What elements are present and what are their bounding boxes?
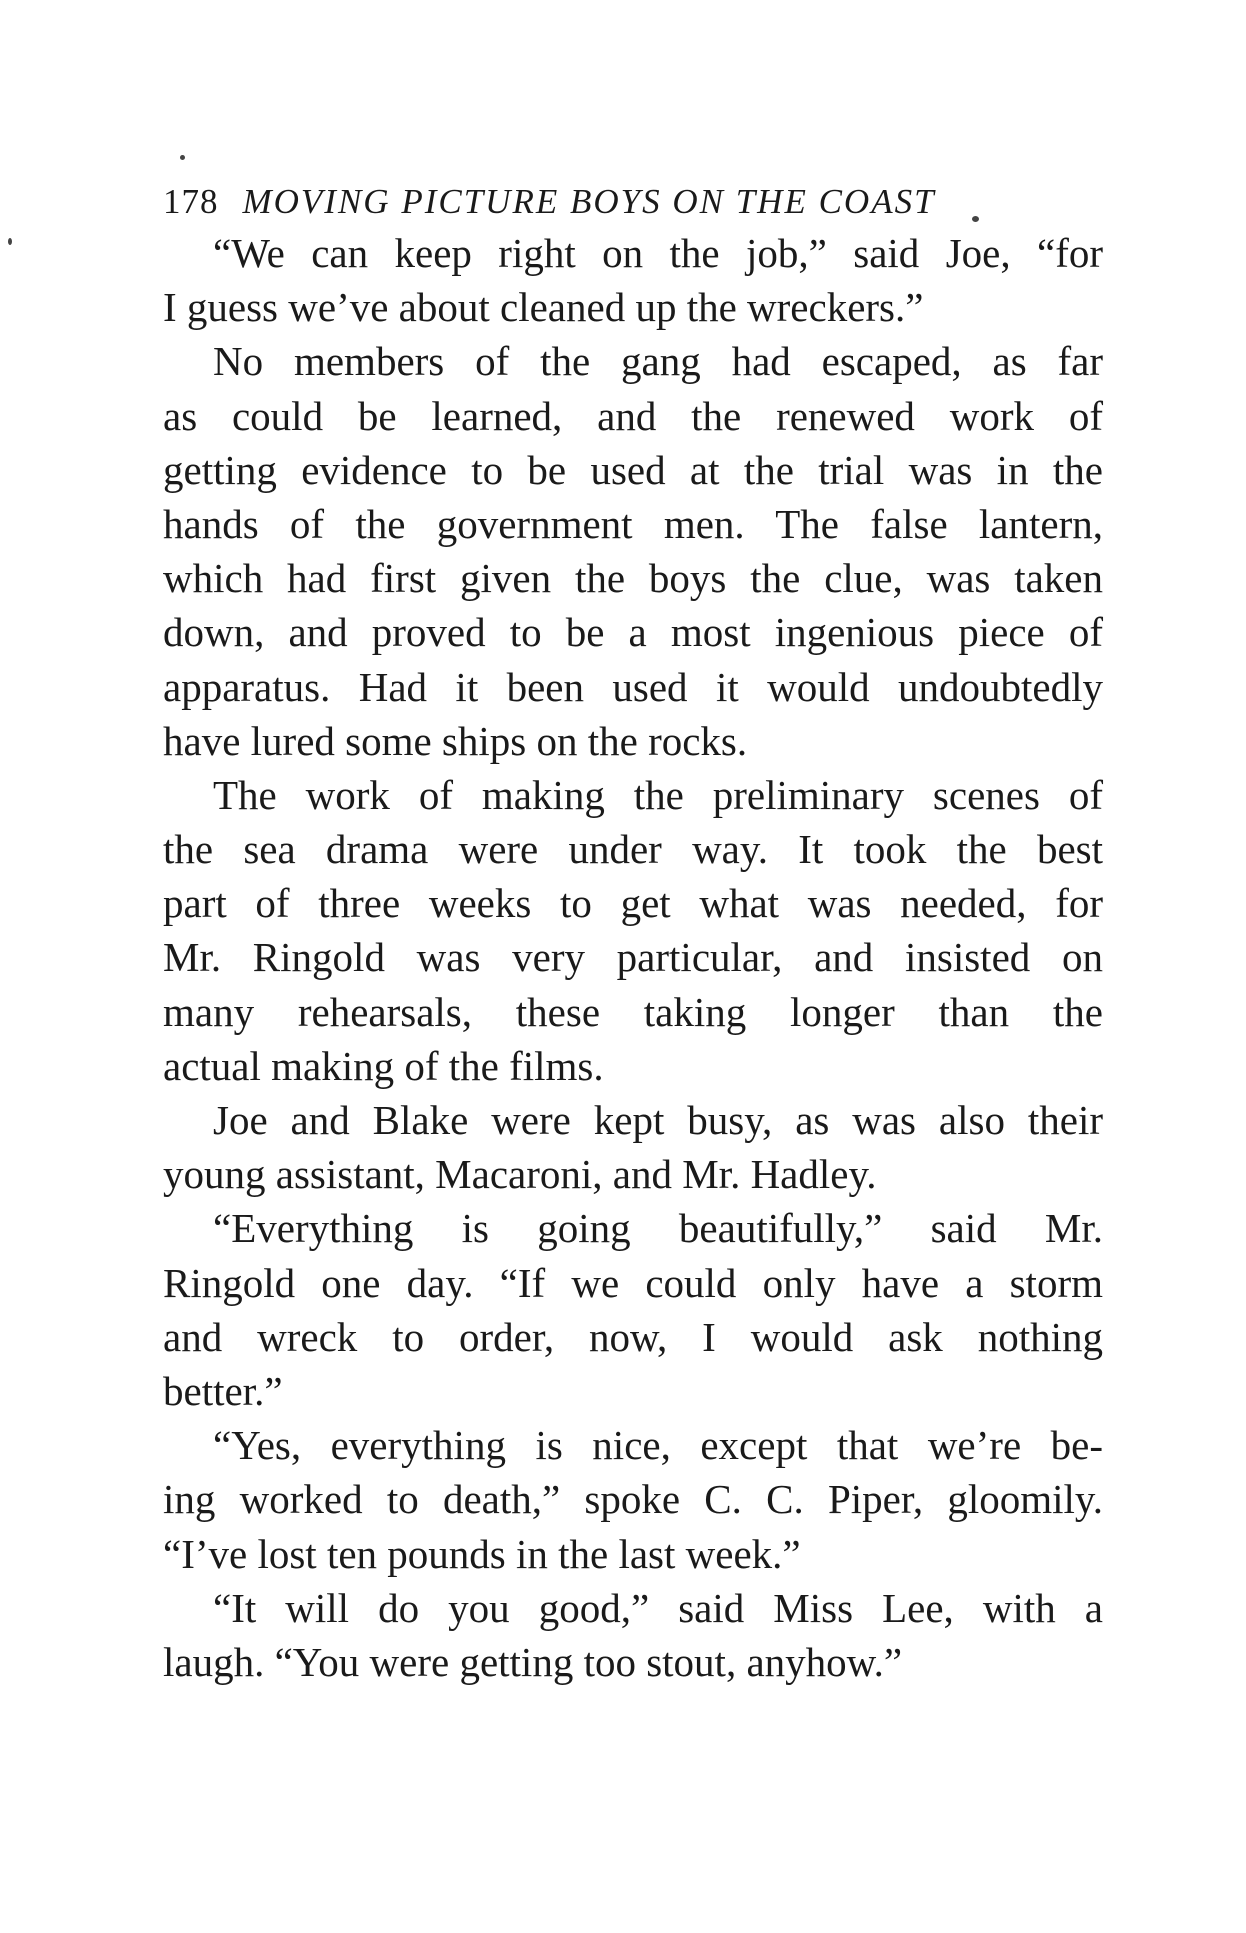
text-line: apparatus. Had it been used it would undoubtedly bbox=[163, 663, 1103, 710]
text-line: laugh. “You were getting too stout, anyhow.” bbox=[163, 1638, 903, 1685]
text-line: better.” bbox=[163, 1367, 283, 1414]
text-line: “Everything is going beautifully,” said Mr. bbox=[213, 1205, 1103, 1252]
text-line: “It will do you good,” said Miss Lee, with a bbox=[213, 1584, 1103, 1631]
paragraph bbox=[163, 1093, 1103, 1201]
text-line: The work of making the preliminary scenes of bbox=[213, 771, 1103, 818]
text-line: the sea drama were under way. It took the best bbox=[163, 826, 1103, 873]
text-line: “We can keep right on the job,” said Joe, “for bbox=[213, 230, 1103, 276]
paragraph bbox=[163, 768, 1103, 1093]
text-line: part of three weeks to get what was needed, for bbox=[163, 880, 1103, 927]
paragraph bbox=[163, 1201, 1103, 1418]
page-number: 178 bbox=[163, 182, 219, 221]
text-line: “Yes, everything is nice, except that we’re be- bbox=[213, 1422, 1103, 1469]
text-line: down, and proved to be a most ingenious piece of bbox=[163, 609, 1103, 656]
text-line: as could be learned, and the renewed work of bbox=[163, 392, 1103, 439]
text-line: No members of the gang had escaped, as far bbox=[213, 338, 1103, 385]
text-line: getting evidence to be used at the trial was in the bbox=[163, 446, 1103, 493]
text-line: young assistant, Macaroni, and Mr. Hadley. bbox=[163, 1151, 877, 1198]
text-line: I guess we’ve about cleaned up the wreckers.” bbox=[163, 284, 924, 331]
text-line: actual making of the films. bbox=[163, 1042, 604, 1089]
paragraph bbox=[163, 226, 1103, 334]
paragraph bbox=[163, 334, 1103, 768]
page-header bbox=[163, 180, 1083, 224]
text-line: Mr. Ringold was very particular, and insisted on bbox=[163, 934, 1103, 981]
body-text bbox=[163, 226, 1103, 1689]
paragraph bbox=[163, 1581, 1103, 1689]
ink-speck bbox=[8, 238, 12, 245]
paragraph bbox=[163, 1418, 1103, 1581]
text-line: have lured some ships on the rocks. bbox=[163, 717, 748, 764]
text-line: hands of the government men. The false lantern, bbox=[163, 500, 1103, 547]
text-line: Ringold one day. “If we could only have a storm bbox=[163, 1259, 1103, 1306]
text-line: “I’ve lost ten pounds in the last week.” bbox=[163, 1530, 801, 1577]
text-line: and wreck to order, now, I would ask nothing bbox=[163, 1313, 1103, 1360]
ink-speck bbox=[180, 155, 185, 160]
text-line: Joe and Blake were kept busy, as was also their bbox=[213, 1097, 1103, 1143]
text-line: ing worked to death,” spoke C. C. Piper, gloomily. bbox=[163, 1476, 1103, 1523]
running-title: MOVING PICTURE BOYS ON THE COAST bbox=[242, 182, 936, 221]
text-line: many rehearsals, these taking longer than the bbox=[163, 988, 1103, 1035]
text-line: which had first given the boys the clue, was taken bbox=[163, 555, 1103, 602]
